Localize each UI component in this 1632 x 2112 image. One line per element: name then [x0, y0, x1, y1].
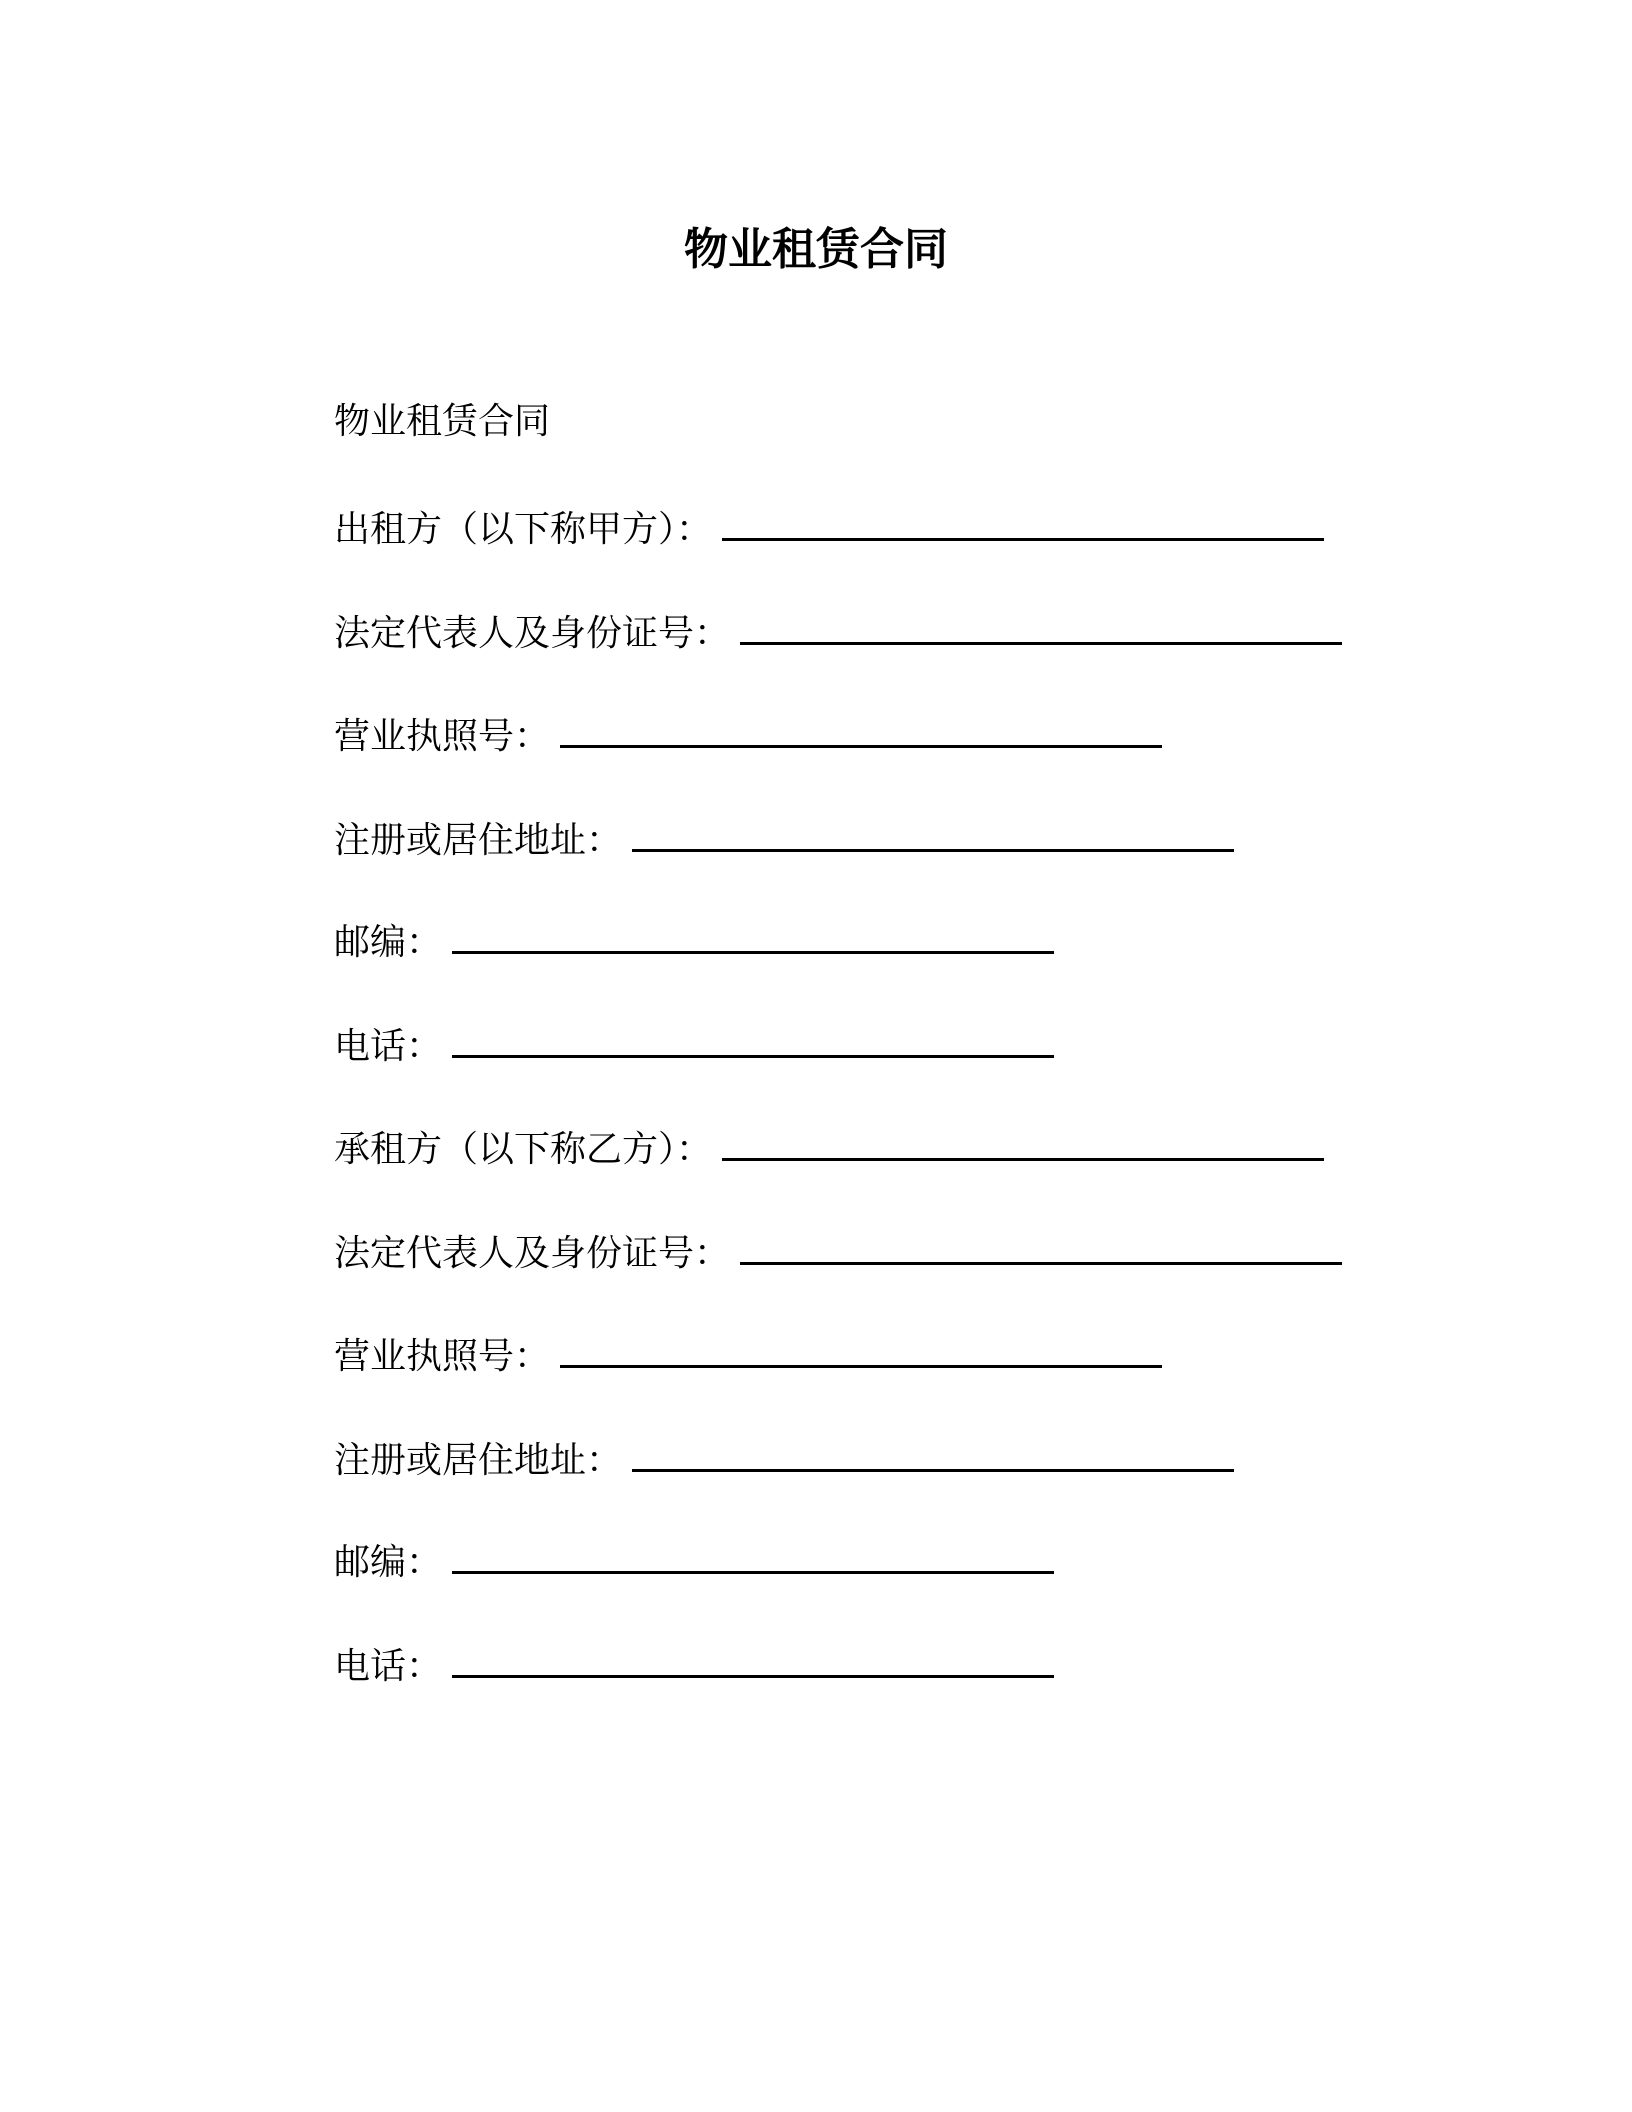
lessee-party-row	[334, 1126, 1324, 1174]
lessee-phone-blank[interactable]	[452, 1643, 1054, 1678]
lessor-party-row	[334, 506, 1324, 554]
lessor-phone-blank[interactable]	[452, 1023, 1054, 1058]
lessor-legal-rep-label: 法定代表人及身份证号：	[334, 613, 731, 654]
lessor-party-label: 出租方（以下称甲方）：	[334, 509, 713, 550]
lessee-address-label: 注册或居住地址：	[334, 1440, 623, 1481]
lessee-license-row	[334, 1333, 1162, 1381]
lessor-postcode-blank[interactable]	[452, 919, 1054, 954]
lessor-legal-rep-blank[interactable]	[740, 610, 1342, 645]
lessor-postcode-row	[334, 919, 1054, 967]
lessee-postcode-row	[334, 1539, 1054, 1587]
lessor-address-row	[334, 817, 1234, 865]
lessor-license-blank[interactable]	[560, 713, 1162, 748]
lessor-legal-rep-row	[334, 610, 1342, 658]
lessee-party-label: 承租方（以下称乙方）：	[334, 1129, 713, 1170]
lessor-license-row	[334, 713, 1162, 761]
lessee-party-blank[interactable]	[722, 1126, 1324, 1161]
lessee-postcode-label: 邮编：	[334, 1542, 443, 1583]
lessee-license-blank[interactable]	[560, 1333, 1162, 1368]
lessee-phone-row	[334, 1643, 1054, 1691]
lessee-legal-rep-blank[interactable]	[740, 1230, 1342, 1265]
lessee-postcode-blank[interactable]	[452, 1539, 1054, 1574]
lessor-phone-label: 电话：	[334, 1026, 443, 1067]
lessor-phone-row	[334, 1023, 1054, 1071]
lessee-address-row	[334, 1437, 1234, 1485]
lessor-party-blank[interactable]	[722, 506, 1324, 541]
lessor-license-label: 营业执照号：	[334, 716, 551, 757]
document-title: 物业租赁合同	[684, 224, 948, 275]
lessee-address-blank[interactable]	[632, 1437, 1234, 1472]
lessor-address-label: 注册或居住地址：	[334, 820, 623, 861]
lessee-phone-label: 电话：	[334, 1646, 443, 1687]
lessor-address-blank[interactable]	[632, 817, 1234, 852]
lessee-license-label: 营业执照号：	[334, 1336, 551, 1377]
document-subtitle: 物业租赁合同	[334, 401, 551, 442]
lessee-legal-rep-label: 法定代表人及身份证号：	[334, 1233, 731, 1274]
lessee-legal-rep-row	[334, 1230, 1342, 1278]
lessor-postcode-label: 邮编：	[334, 922, 443, 963]
